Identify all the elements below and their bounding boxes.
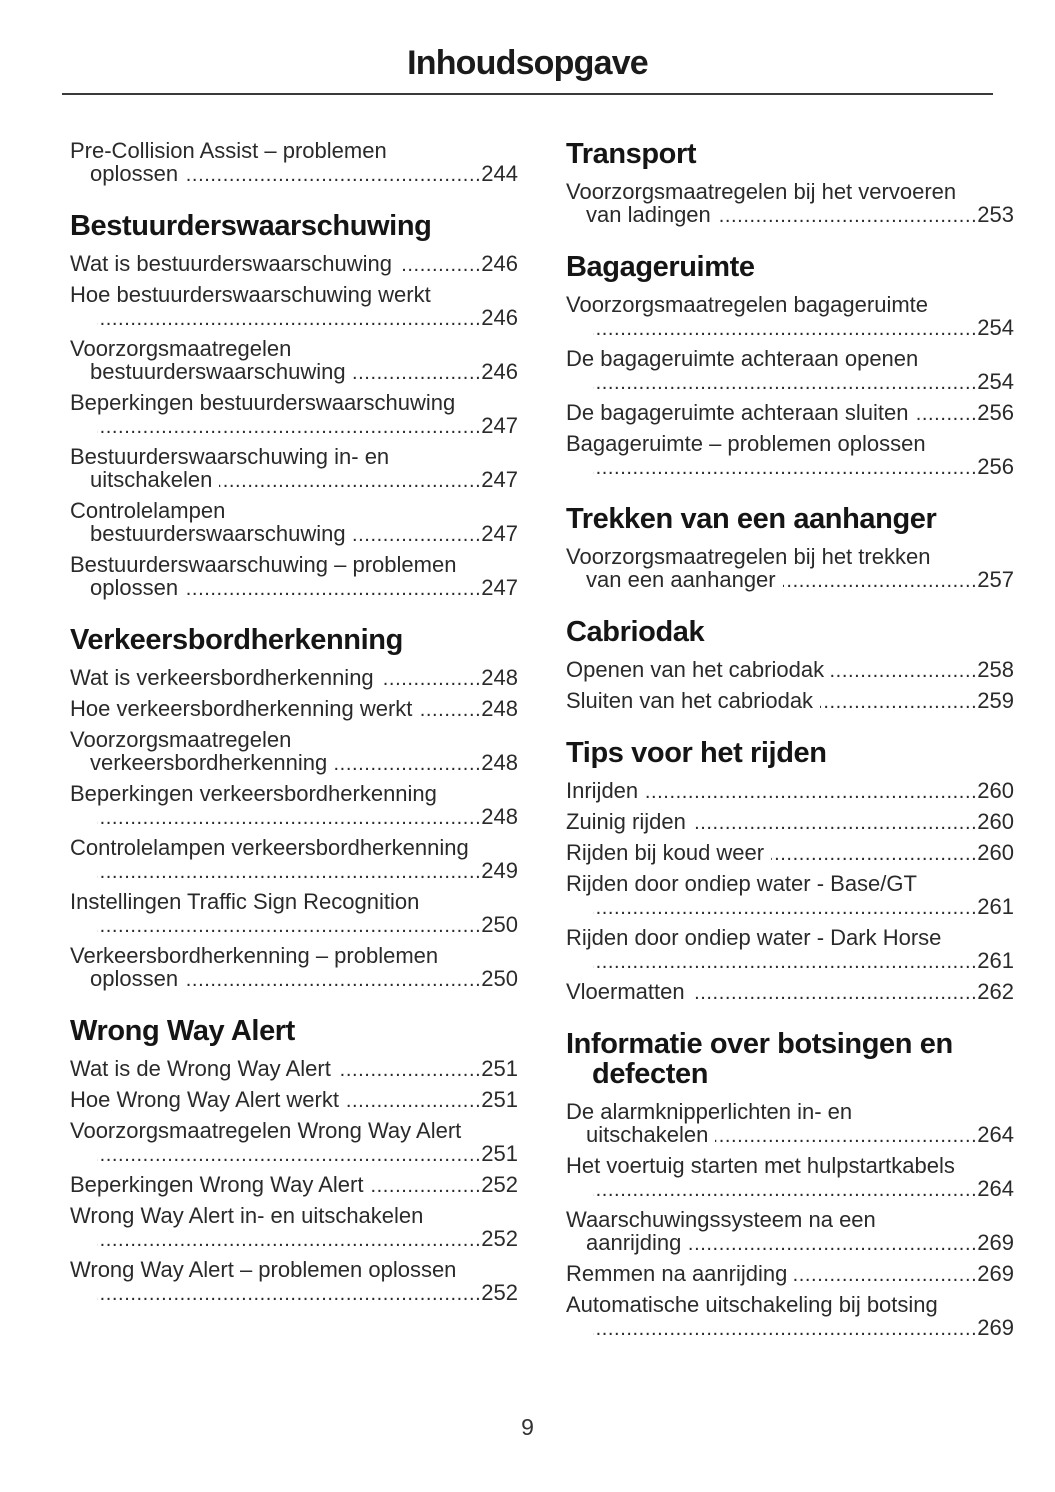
toc-entry [70,1119,518,1167]
toc-entry-line [70,522,518,547]
toc-entry-line [566,658,1014,683]
dot-leader [219,470,481,493]
section-heading-line: Trekken van een aanhanger [566,503,937,535]
dot-leader [645,781,977,804]
toc-entry [70,337,518,385]
toc-entry-line [70,1227,518,1252]
section-heading-line: Bagageruimte [566,251,755,283]
toc-entry-title: Bestuurderswaarschuwing – problemen [70,552,457,577]
section-heading-line: Verkeersbordherkenning [70,624,403,656]
toc-entry [566,545,1014,593]
section-heading-line: defecten [592,1058,709,1090]
toc-entry [70,252,518,277]
toc-page-ref: 251 [481,1056,518,1081]
toc-page-ref: 246 [481,359,518,384]
toc-page-ref: 262 [977,979,1014,1004]
dot-leader [783,570,978,593]
toc-entry-line [566,203,1014,228]
dot-leader [338,1059,481,1082]
toc-page-ref: 246 [481,305,518,330]
section-heading [70,1016,518,1046]
toc-page-ref: 252 [481,1172,518,1197]
toc-entry-line [566,779,1014,804]
toc-entry [70,283,518,331]
toc-entry [70,944,518,992]
toc-entry [566,980,1014,1005]
section-heading [566,252,1014,282]
toc-entry-title: aanrijding [586,1230,682,1255]
toc-entry [70,553,518,601]
toc-entry-title: De bagageruimte achteraan sluiten [566,400,909,425]
section-heading-line: Tips voor het rijden [566,737,827,769]
toc-page-ref: 256 [977,400,1014,425]
toc-section [70,139,518,187]
toc-entry [566,1154,1014,1202]
dot-leader [593,318,977,341]
toc-entry-line [566,810,1014,835]
toc-entry [70,1088,518,1113]
dot-leader [185,969,481,992]
section-heading [70,625,518,655]
toc-entry-line [566,347,1014,370]
dot-leader [593,951,977,974]
toc-entry-line [70,283,518,306]
toc-entry-line [70,913,518,938]
toc-page-ref: 247 [481,575,518,600]
dot-leader [794,1264,977,1287]
dot-leader [593,457,977,480]
toc-entry-title: Vloermatten [566,979,685,1004]
toc-entry-title: Controlelampen verkeersbordherkenning [70,835,469,860]
toc-entry-line [70,728,518,751]
toc-entry [566,1262,1014,1287]
toc-entry-title: Hoe bestuurderswaarschuwing werkt [70,282,431,307]
toc-entry-title: Voorzorgsmaatregelen [70,727,292,752]
toc-entry-title: De bagageruimte achteraan openen [566,346,919,371]
dot-leader [692,982,978,1005]
toc-page-ref: 258 [977,657,1014,682]
toc-entry [566,779,1014,804]
toc-entry-title: Bestuurderswaarschuwing in- en [70,444,390,469]
toc-entry-line [70,1088,518,1113]
dot-leader [97,807,481,830]
toc-entry-line [70,967,518,992]
toc-page-ref: 256 [977,454,1014,479]
toc-entry-title: van ladingen [586,202,711,227]
toc-entry-title: Wrong Way Alert – problemen oplossen [70,1257,457,1282]
toc-entry-line [70,252,518,277]
dot-leader [399,254,481,277]
toc-section [566,738,1014,1005]
page-title: Inhoudsopgave [407,44,648,82]
toc-entry-line [566,1100,1014,1123]
toc-page-ref: 257 [977,567,1014,592]
toc-entry [70,445,518,493]
toc-entry-line [566,1123,1014,1148]
toc-entry-title: Bagageruimte – problemen oplossen [566,431,926,456]
toc-entry-title: Hoe verkeersbordherkenning werkt [70,696,413,721]
toc-entry-title: Voorzorgsmaatregelen [70,336,292,361]
toc-entry-title: Rijden door ondiep water - Base/GT [566,871,917,896]
dot-leader [185,164,481,187]
toc-entry-line [70,751,518,776]
toc-section [566,252,1014,480]
toc-entry [70,890,518,938]
toc-entry-line [70,836,518,859]
toc-page-ref: 244 [481,161,518,186]
toc-entry-line [70,162,518,187]
toc-entry-line [566,1154,1014,1177]
toc-page-ref: 251 [481,1141,518,1166]
toc-entry [566,841,1014,866]
toc-page-ref: 247 [481,467,518,492]
dot-leader [334,753,481,776]
toc-entry-title: Hoe Wrong Way Alert werkt [70,1087,339,1112]
toc-page-ref: 252 [481,1280,518,1305]
toc-page-ref: 247 [481,413,518,438]
dot-leader [715,1125,977,1148]
toc-page-ref: 253 [977,202,1014,227]
dot-leader [381,668,482,691]
section-heading [566,504,1014,534]
section-heading-line: Transport [566,138,697,170]
dot-leader [353,524,482,547]
toc-entry [70,782,518,830]
toc-entry-line [566,1208,1014,1231]
dot-leader [831,660,977,683]
toc-page-ref: 260 [977,778,1014,803]
toc-entry-line [70,337,518,360]
toc-entry-title: De alarmknipperlichten in- en [566,1099,853,1124]
toc-entry [566,1293,1014,1341]
dot-leader [693,812,977,835]
toc-entry-line [70,697,518,722]
toc-column-2 [566,139,1014,1347]
toc-page-ref: 264 [977,1176,1014,1201]
toc-entry-title: Waarschuwingssysteem na een [566,1207,876,1232]
toc-entry [70,139,518,187]
dot-leader [915,403,977,426]
toc-entry [566,926,1014,974]
dot-leader [97,915,481,938]
toc-entry-line [70,890,518,913]
toc-entry-line [70,1119,518,1142]
toc-entry [566,293,1014,341]
dot-leader [346,1090,481,1113]
toc-entry-line [566,1262,1014,1287]
toc-entry [566,347,1014,395]
toc-entry-title: verkeersbordherkenning [90,750,328,775]
toc-page-ref: 252 [481,1226,518,1251]
dot-leader [97,308,481,331]
toc-entry [566,1208,1014,1256]
toc-entry-line [70,414,518,439]
dot-leader [688,1233,977,1256]
toc-entry [70,836,518,884]
toc-entry [566,180,1014,228]
toc-entry-title: oplossen [90,966,179,991]
toc-entry-title: Het voertuig starten met hulpstartkabels [566,1153,955,1178]
toc-entry [70,1057,518,1082]
toc-entry-line [566,926,1014,949]
toc-entry [566,872,1014,920]
toc-entry-line [566,432,1014,455]
toc-entry-title: Rijden bij koud weer [566,840,765,865]
toc-page-ref: 260 [977,809,1014,834]
toc-entry-title: Sluiten van het cabriodak [566,688,814,713]
title-divider [62,93,993,95]
section-heading [566,1029,1014,1089]
toc-entry [566,401,1014,426]
toc-entry-line [566,401,1014,426]
dot-leader [771,843,977,866]
toc-entry-line [566,689,1014,714]
toc-entry-title: Wat is verkeersbordherkenning [70,665,374,690]
toc-entry-line [70,139,518,162]
toc-section [566,617,1014,714]
dot-leader [593,1179,977,1202]
dot-leader [97,1283,481,1306]
toc-entry-line [70,1057,518,1082]
toc-entry-title: uitschakelen [586,1122,709,1147]
section-heading [566,617,1014,647]
toc-entry-line [70,576,518,601]
dot-leader [185,578,481,601]
toc-entry [566,1100,1014,1148]
toc-page-ref: 251 [481,1087,518,1112]
section-heading [70,211,518,241]
toc-entry-line [566,1293,1014,1316]
page-number: 9 [521,1414,534,1440]
toc-entry-line [566,370,1014,395]
toc-page-ref: 254 [977,315,1014,340]
toc-entry-title: Pre-Collision Assist – problemen [70,138,387,163]
toc-entry-line [566,455,1014,480]
toc-entry [70,391,518,439]
toc-entry-line [70,499,518,522]
toc-entry-line [566,949,1014,974]
toc-page-ref: 269 [977,1315,1014,1340]
toc-entry-line [70,553,518,576]
dot-leader [353,362,482,385]
toc-section [70,625,518,992]
toc-entry-title: Automatische uitschakeling bij botsing [566,1292,938,1317]
toc-entry [70,697,518,722]
toc-entry-line [70,468,518,493]
dot-leader [97,861,481,884]
toc-entry [70,499,518,547]
toc-entry-title: oplossen [90,161,179,186]
toc-entry-line [70,1258,518,1281]
toc-entry-line [566,293,1014,316]
toc-entry-line [566,180,1014,203]
dot-leader [718,205,978,228]
toc-entry-title: Wat is de Wrong Way Alert [70,1056,331,1081]
toc-entry [566,689,1014,714]
dot-leader [419,699,481,722]
toc-entry-line [70,306,518,331]
toc-section [70,1016,518,1306]
toc-entry-title: Voorzorgsmaatregelen bij het vervoeren [566,179,957,204]
manual-toc-page [0,44,1055,1440]
dot-leader [593,897,977,920]
toc-entry-line [566,568,1014,593]
dot-leader [97,1229,481,1252]
toc-page-ref: 260 [977,840,1014,865]
toc-entry-title: bestuurderswaarschuwing [90,521,346,546]
toc-entry [566,810,1014,835]
toc-entry-line [70,859,518,884]
toc-entry-line [566,895,1014,920]
toc-page-ref: 250 [481,912,518,937]
toc-entry-line [70,782,518,805]
toc-page-ref: 259 [977,688,1014,713]
toc-page-ref: 248 [481,750,518,775]
section-heading-line: Wrong Way Alert [70,1015,295,1047]
dot-leader [97,416,481,439]
toc-page-ref: 250 [481,966,518,991]
toc-page-ref: 248 [481,804,518,829]
toc-entry-title: Beperkingen verkeersbordherkenning [70,781,437,806]
toc-entry-line [70,666,518,691]
toc-entry [70,1204,518,1252]
toc-page-ref: 246 [481,251,518,276]
toc-page-ref: 261 [977,894,1014,919]
toc-entry-line [70,944,518,967]
toc-entry-title: Voorzorgsmaatregelen bij het trekken [566,544,931,569]
toc-page-ref: 264 [977,1122,1014,1147]
section-heading-line: Cabriodak [566,616,705,648]
toc-entry-line [566,1231,1014,1256]
toc-page-ref: 254 [977,369,1014,394]
toc-page-ref: 261 [977,948,1014,973]
toc-entry-line [70,805,518,830]
toc-entry [70,1173,518,1198]
toc-entry-title: Instellingen Traffic Sign Recognition [70,889,420,914]
toc-page-ref: 248 [481,665,518,690]
toc-entry-line [566,1177,1014,1202]
toc-entry-title: oplossen [90,575,179,600]
toc-entry-line [566,545,1014,568]
toc-entry-line [70,1142,518,1167]
toc-entry [70,728,518,776]
dot-leader [370,1175,481,1198]
toc-entry-line [566,316,1014,341]
toc-entry-title: Zuinig rijden [566,809,686,834]
toc-entry-title: Controlelampen [70,498,226,523]
toc-entry-line [566,841,1014,866]
toc-entry-line [70,391,518,414]
toc-entry-title: Wat is bestuurderswaarschuwing [70,251,392,276]
toc-entry-title: bestuurderswaarschuwing [90,359,346,384]
toc-page-ref: 269 [977,1230,1014,1255]
section-heading-line: Informatie over botsingen en [566,1028,953,1060]
toc-entry [70,666,518,691]
toc-entry-line [70,445,518,468]
toc-column-1 [70,139,518,1347]
toc-entry-title: van een aanhanger [586,567,776,592]
toc-page-ref: 249 [481,858,518,883]
toc-entry-title: Remmen na aanrijding [566,1261,788,1286]
toc-entry-line [70,1204,518,1227]
toc-entry-line [70,1173,518,1198]
toc-entry [566,658,1014,683]
toc-entry-title: Voorzorgsmaatregelen bagageruimte [566,292,929,317]
dot-leader [97,1144,481,1167]
toc-entry-line [70,360,518,385]
toc-entry-title: Inrijden [566,778,639,803]
toc-page-ref: 248 [481,696,518,721]
toc-entry-title: Rijden door ondiep water - Dark Horse [566,925,942,950]
toc-page-ref: 269 [977,1261,1014,1286]
dot-leader [820,691,977,714]
dot-leader [593,1318,977,1341]
section-heading [566,738,1014,768]
dot-leader [593,372,977,395]
toc-entry-title: Wrong Way Alert in- en uitschakelen [70,1203,424,1228]
section-heading [566,139,1014,169]
toc-entry-title: Verkeersbordherkenning – problemen [70,943,439,968]
toc-page-ref: 247 [481,521,518,546]
toc-entry-title: uitschakelen [90,467,213,492]
toc-entry-line [566,872,1014,895]
toc-entry-line [70,1281,518,1306]
toc-entry [566,432,1014,480]
toc-entry-title: Beperkingen bestuurderswaarschuwing [70,390,456,415]
toc-section [566,139,1014,228]
toc-entry [70,1258,518,1306]
toc-entry-line [566,1316,1014,1341]
toc-section [566,1029,1014,1341]
toc-entry-line [566,980,1014,1005]
toc [70,139,1055,1347]
toc-section [70,211,518,601]
section-heading-line: Bestuurderswaarschuwing [70,210,432,242]
toc-entry-title: Openen van het cabriodak [566,657,825,682]
toc-section [566,504,1014,593]
toc-entry-title: Voorzorgsmaatregelen Wrong Way Alert [70,1118,462,1143]
toc-entry-title: Beperkingen Wrong Way Alert [70,1172,364,1197]
